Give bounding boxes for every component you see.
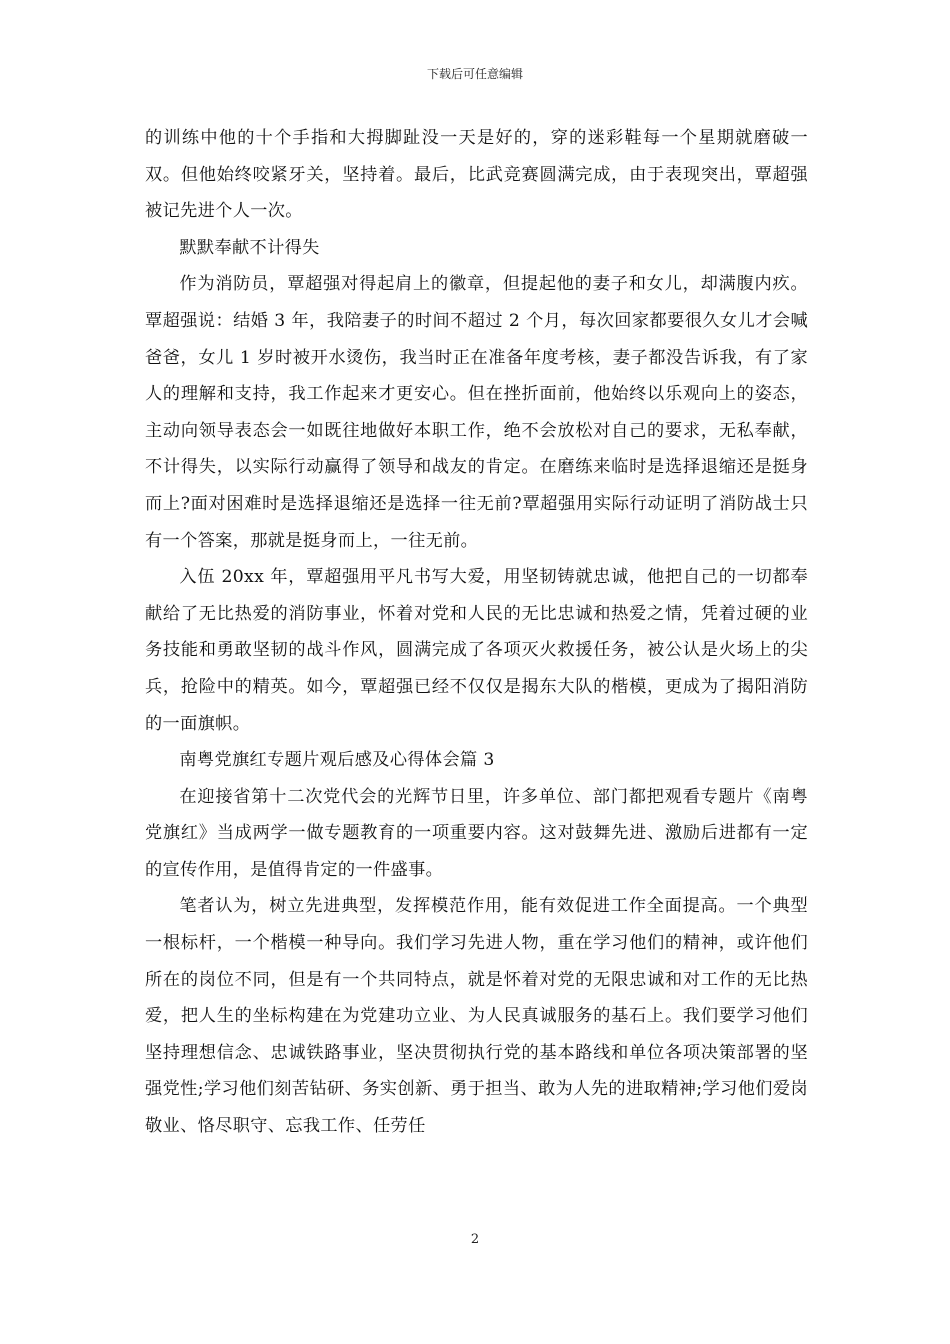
paragraph: 入伍 20xx 年，覃超强用平凡书写大爱，用坚韧铸就忠诚，他把自己的一切都奉献给了无比热爱的消防事业，怀着对党和人民的无比忠诚和热爱之情，凭着过硬的业务技能和勇敢坚韧的战斗作风，圆满完成了各项灭火救援任务，被公认是火场上的尖兵，抢险中的精英。如今，覃超强已经不仅仅是揭东大队的楷模，更成为了揭阳消防的一面旗帜。 <box>145 567 808 734</box>
page-header: 下载后可任意编辑 <box>426 67 523 81</box>
section-heading: 默默奉献不计得失 <box>179 237 320 258</box>
page-number: 2 <box>470 1232 480 1247</box>
paragraph: 笔者认为，树立先进典型，发挥模范作用，能有效促进工作全面提高。一个典型一根标杆，一个楷模一种导向。我们学习先进人物，重在学习他们的精神，或许他们所在的岗位不同，但是有一个共同特点，就是怀着对党的无限忠诚和对工作的无比热爱，把人生的坐标构建在为党建功立业、为人民真诚服务的基石上。我们要学习他们坚持理想信念、忠诚铁路事业，坚决贯彻执行党的基本路线和单位各项决策部署的坚强党性;学习他们刻苦钻研、务实创新、勇于担当、敢为人先的进取精神;学习他们爱岗敬业、恪尽职守、忘我工作、任劳任 <box>145 896 808 1137</box>
section-heading: 南粤党旗红专题片观后感及心得体会篇 3 <box>179 750 495 771</box>
document-body <box>145 120 808 1145</box>
paragraph: 作为消防员，覃超强对得起肩上的徽章，但提起他的妻子和女儿，却满腹内疚。覃超强说：结婚 3 年，我陪妻子的时间不超过 2 个月，每次回家都要很久女儿才会喊爸爸，女儿 1 岁时被开水烫伤，我当时正在准备年度考核，妻子都没告诉我，有了家人的理解和支持，我工作起来才更安心。但在挫折面前，他始终以乐观向上的姿态，主动向领导表态会一如既往地做好本职工作，绝不会放松对自己的要求，无私奉献，不计得失，以实际行动赢得了领导和战友的肯定。在磨练来临时是选择退缩还是挺身而上?面对困难时是选择退缩还是选择一往无前?覃超强用实际行动证明了消防战士只有一个答案，那就是挺身而上，一往无前。 <box>145 274 808 551</box>
paragraph: 在迎接省第十二次党代会的光辉节日里，许多单位、部门都把观看专题片《南粤党旗红》当成两学一做专题教育的一项重要内容。这对鼓舞先进、激励后进都有一定的宣传作用，是值得肯定的一件盛事。 <box>145 786 808 880</box>
paragraph: 的训练中他的十个手指和大拇脚趾没一天是好的，穿的迷彩鞋每一个星期就磨破一双。但他始终咬紧牙关，坚持着。最后，比武竞赛圆满完成，由于表现突出，覃超强被记先进个人一次。 <box>145 128 808 222</box>
